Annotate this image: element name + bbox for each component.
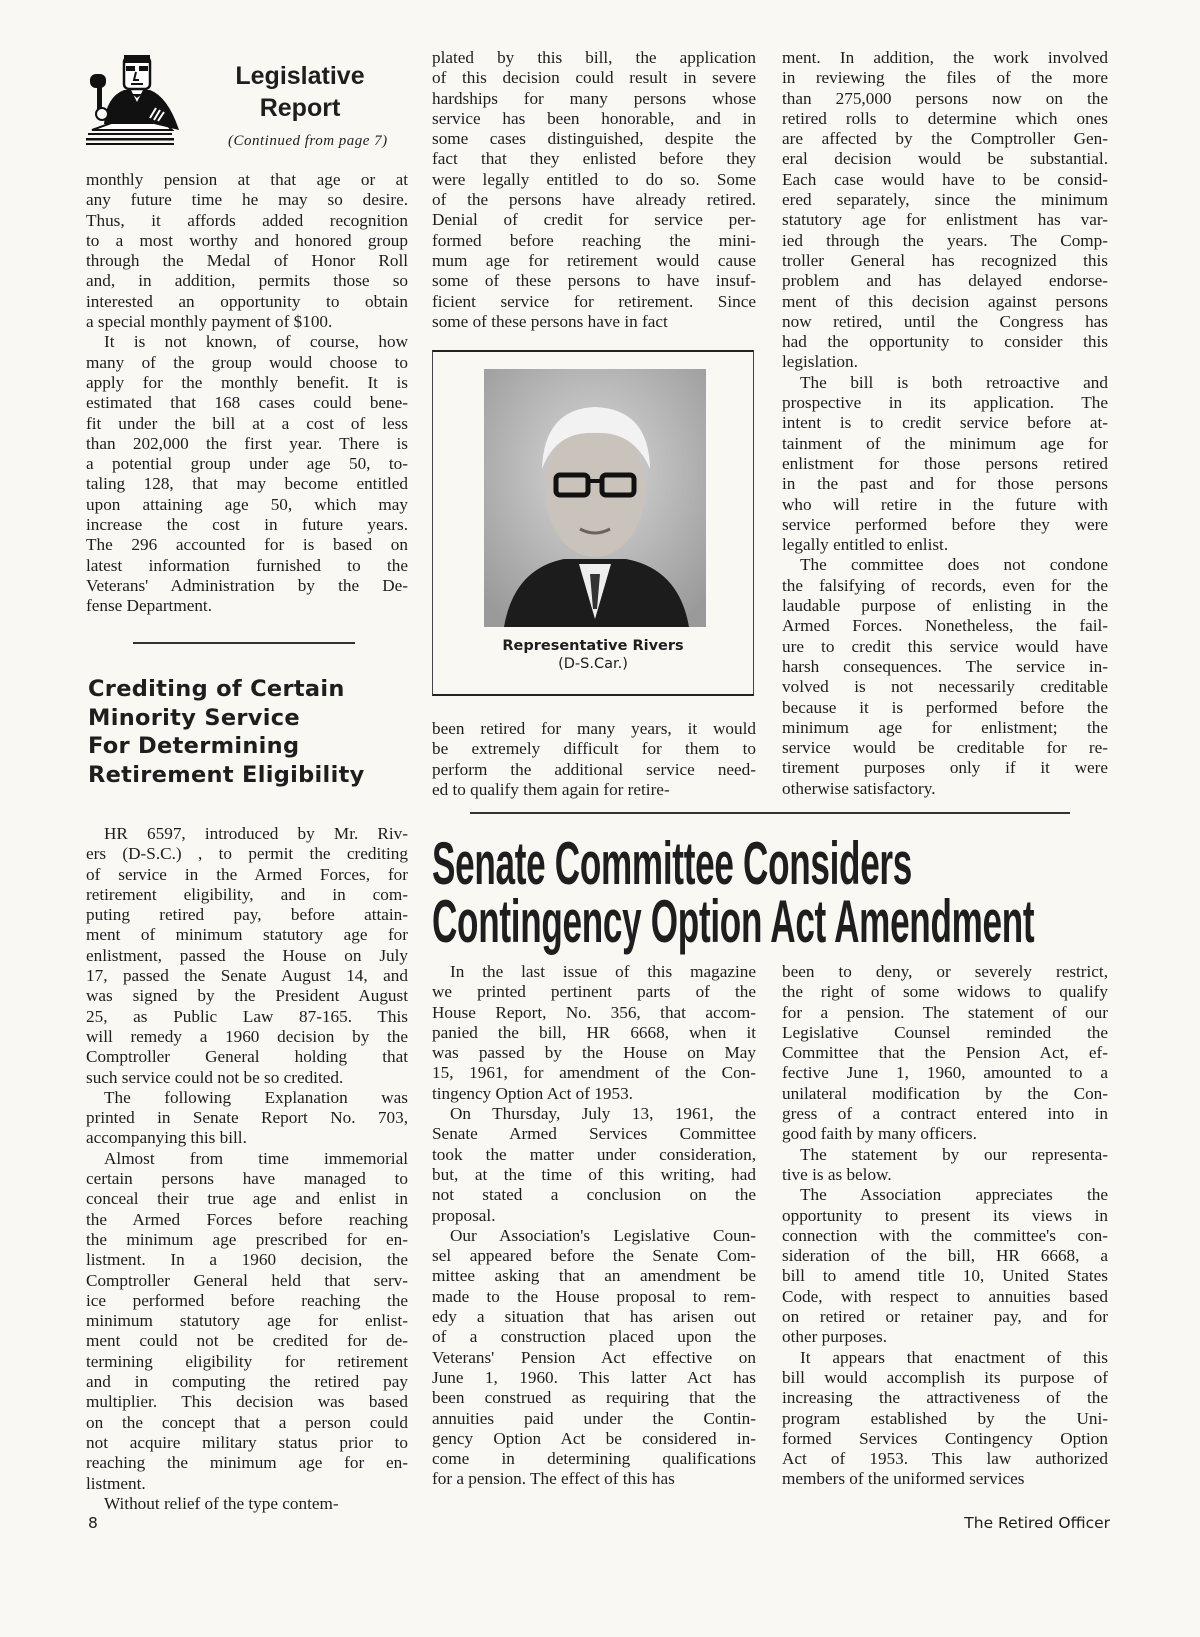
text-line: good faith by many officers.: [782, 1124, 977, 1144]
text-line: panied the bill, HR 6668, when it: [432, 1022, 756, 1042]
text-line: ficient service for retirement. Since: [432, 291, 756, 311]
text-line: on the concept that a person could: [86, 1412, 408, 1432]
text-line: gress of a contract entered into in: [782, 1104, 1108, 1124]
page-number: 8: [88, 1514, 98, 1532]
article-text-column: [432, 48, 756, 332]
article-text-column: [782, 48, 1108, 799]
text-line: on retired or retainer pay, and for: [782, 1307, 1108, 1327]
text-line: ment of minimum statutory age for: [86, 925, 408, 945]
text-line: been construed as requiring that the: [432, 1388, 756, 1408]
article-text-column: [86, 170, 408, 617]
text-line: because it is performed before the: [782, 697, 1108, 717]
text-line: in reviewing the files of the more: [782, 68, 1108, 88]
text-line: for a pension. The effect of this has: [432, 1469, 675, 1489]
text-line: a special monthly payment of $100.: [86, 312, 333, 332]
text-line: come in determining qualifications: [432, 1449, 756, 1469]
text-line: ice performed before reaching the: [86, 1290, 408, 1310]
paragraph: [782, 555, 1108, 799]
text-line: ers (D-S.C.) , to permit the crediting: [86, 844, 408, 864]
text-line: who will retire in the future with: [782, 494, 1108, 514]
text-line: The Association appreciates the: [800, 1185, 1108, 1205]
text-line: problem and has delayed endorse-: [782, 271, 1108, 291]
text-line: was signed by the President August: [86, 986, 408, 1006]
text-line: Almost from time immemorial: [104, 1148, 408, 1168]
text-line: Without relief of the type contem-: [104, 1493, 339, 1513]
text-line: ment could not be credited for de-: [86, 1331, 408, 1351]
text-line: gency Option Act be considered in-: [432, 1428, 756, 1448]
text-line: monthly pension at that age or at: [86, 170, 408, 189]
text-line: for a pension. The statement of our: [782, 1002, 1108, 1022]
paragraph: [432, 962, 756, 1104]
text-line: Act of 1953. This law authorized: [782, 1449, 1108, 1469]
text-line: Our Association's Legislative Coun-: [450, 1225, 756, 1245]
text-line: It is not known, of course, how: [104, 332, 408, 352]
portrait-photo: [484, 369, 706, 627]
text-line: program established by the Uni-: [782, 1408, 1108, 1428]
text-line: tingency Option Act of 1953.: [432, 1083, 633, 1103]
text-line: made to the House proposal to rem-: [432, 1286, 756, 1306]
text-line: tive is as below.: [782, 1164, 892, 1184]
text-line: Armed Forces. Nonetheless, the fail-: [782, 616, 1108, 636]
text-line: of this decision could result in severe: [432, 68, 756, 88]
paragraph: [432, 1226, 756, 1490]
text-line: now retired, until the Congress has: [782, 311, 1108, 331]
text-line: any future time he may so desire.: [86, 190, 408, 210]
text-line: reaching the minimum age for en-: [86, 1453, 408, 1473]
judge-with-gavel-icon: [84, 52, 194, 152]
text-line: are affected by the Comptroller Gen-: [782, 129, 1108, 149]
text-line: through the Medal of Honor Roll: [86, 251, 408, 271]
text-line: service would be creditable for re-: [782, 738, 1108, 758]
paragraph: [86, 1149, 408, 1494]
paragraph: [432, 1104, 756, 1226]
text-line: latest information furnished to the: [86, 555, 408, 575]
text-line: had the opportunity to consider this: [782, 332, 1108, 352]
text-line: of the persons have already retired.: [432, 190, 756, 210]
text-line: puting retired pay, before attain-: [86, 905, 408, 925]
text-line: multiplier. This decision was based: [86, 1392, 408, 1412]
text-line: connection with the committee's con-: [782, 1225, 1108, 1245]
text-line: fit under the bill at a cost of less: [86, 413, 408, 433]
headline-line1: Senate Committee Considers: [432, 830, 913, 897]
paragraph: [782, 1185, 1108, 1347]
text-line: interested an opportunity to obtain: [86, 291, 408, 311]
paragraph: [782, 1145, 1108, 1186]
paragraph: [782, 1348, 1108, 1490]
text-line: otherwise satisfactory.: [782, 778, 936, 798]
text-line: and, in addition, permits those so: [86, 271, 408, 291]
text-line: sideration of the bill, HR 6668, a: [782, 1246, 1108, 1266]
text-line: such service could not be so credited.: [86, 1067, 344, 1087]
text-line: than 202,000 the first year. There is: [86, 433, 408, 453]
text-line: not stated a conclusion on the: [432, 1185, 756, 1205]
text-line: unilateral modification by the Con-: [782, 1083, 1108, 1103]
text-line: service has been honorable, and in: [432, 108, 756, 128]
text-line: bill would accomplish its purpose of: [782, 1367, 1108, 1387]
text-line: 15, 1961, for amendment of the Con-: [432, 1063, 756, 1083]
article-text-column: [782, 962, 1108, 1490]
text-line: formed Services Contingency Option: [782, 1428, 1108, 1448]
paragraph: [86, 1494, 408, 1514]
text-line: formed before reaching the mini-: [432, 230, 756, 250]
continued-note: (Continued from page 7): [228, 133, 388, 149]
text-line: of service in the Armed Forces, for: [86, 864, 408, 884]
text-line: other purposes.: [782, 1327, 888, 1347]
text-line: than 275,000 persons now on the: [782, 88, 1108, 108]
text-line: a potential group under age 50, to-: [86, 454, 408, 474]
text-line: proposal.: [432, 1205, 496, 1225]
text-line: estimated that 168 cases could bene-: [86, 393, 408, 413]
article-text-column: [86, 824, 408, 1514]
text-line: legally entitled to enlist.: [782, 535, 949, 555]
text-line: termining eligibility for retirement: [86, 1351, 408, 1371]
text-line: Senate Armed Services Committee: [432, 1124, 756, 1144]
text-line: minimum age for enlistment; the: [782, 717, 1108, 737]
paragraph: [86, 170, 408, 332]
text-line: On Thursday, July 13, 1961, the: [450, 1104, 756, 1124]
text-line: retired rolls to determine which ones: [782, 108, 1108, 128]
text-line: Code, with respect to annuities based: [782, 1286, 1108, 1306]
text-line: perform the additional service need-: [432, 759, 756, 779]
text-line: ment of this decision against persons: [782, 291, 1108, 311]
text-line: tainment of the minimum age for: [782, 433, 1108, 453]
text-line: annuities paid under the Contin-: [432, 1408, 756, 1428]
text-line: listment.: [86, 1473, 146, 1493]
text-line: harsh consequences. The service in-: [782, 656, 1108, 676]
text-line: members of the uniformed services: [782, 1469, 1025, 1489]
photo-figure: [432, 350, 754, 696]
text-line: the Armed Forces before reaching: [86, 1209, 408, 1229]
text-line: statutory age for enlistment has var-: [782, 210, 1108, 230]
text-line: Thus, it affords added recognition: [86, 210, 408, 230]
text-line: Legislative Counsel reminded the: [782, 1022, 1108, 1042]
text-line: volved is not necessarily creditable: [782, 677, 1108, 697]
text-line: in the past and for those persons: [782, 474, 1108, 494]
text-line: many of the group would choose to: [86, 352, 408, 372]
text-line: In the last issue of this magazine: [450, 962, 756, 981]
heading-line: Crediting of Certain: [88, 676, 345, 702]
text-line: The bill is both retroactive and: [800, 372, 1108, 392]
text-line: laudable purpose of enlisting in the: [782, 596, 1108, 616]
text-line: The 296 accounted for is based on: [86, 535, 408, 555]
section-title-line2: Report: [259, 94, 341, 122]
text-line: Comptroller General held that serv-: [86, 1270, 408, 1290]
paragraph: [86, 824, 408, 1088]
text-line: enlistment, passed the House on July: [86, 945, 408, 965]
text-line: Committee that the Pension Act, ef-: [782, 1043, 1108, 1063]
text-line: retirement eligibility, and in com-: [86, 884, 408, 904]
headline-line2: Contingency Option Act Amendment: [432, 888, 1035, 955]
text-line: Veterans' Administration by the De-: [86, 575, 408, 595]
text-line: plated by this bill, the application: [432, 48, 756, 67]
paragraph: [432, 48, 756, 332]
text-line: 17, passed the Senate August 14, and: [86, 966, 408, 986]
text-line: The committee does not condone: [800, 555, 1108, 575]
text-line: fact that they enlisted before they: [432, 149, 756, 169]
text-line: Each case would have to be consid-: [782, 169, 1108, 189]
text-line: Comptroller General holding that: [86, 1047, 408, 1067]
publication-name: The Retired Officer: [964, 1514, 1110, 1532]
text-line: troller General has recognized this: [782, 250, 1108, 270]
text-line: were legally entitled to do so. Some: [432, 169, 756, 189]
text-line: listment. In a 1960 decision, the: [86, 1250, 408, 1270]
text-line: fective June 1, 1960, amounted to a: [782, 1063, 1108, 1083]
paragraph: [782, 373, 1108, 556]
text-line: hardships for many persons whose: [432, 88, 756, 108]
text-line: conceal their true age and enlist in: [86, 1189, 408, 1209]
text-line: apply for the monthly benefit. It is: [86, 372, 408, 392]
text-line: been to deny, or severely restrict,: [782, 962, 1108, 981]
text-line: some cases distinguished, despite the: [432, 129, 756, 149]
section-title-line1: Legislative: [235, 62, 365, 90]
paragraph: [432, 719, 756, 800]
text-line: The statement by our representa-: [800, 1144, 1108, 1164]
text-line: some of these persons have in fact: [432, 311, 668, 331]
text-line: prospective in its application. The: [782, 393, 1108, 413]
text-line: It appears that enactment of this: [800, 1347, 1108, 1367]
text-line: took the matter under consideration,: [432, 1144, 756, 1164]
text-line: legislation.: [782, 352, 858, 372]
heading-line: For Determining: [88, 733, 300, 759]
text-line: The following Explanation was: [104, 1087, 408, 1107]
paragraph: [86, 332, 408, 616]
text-line: fense Department.: [86, 596, 212, 616]
text-line: the minimum age prescribed for en-: [86, 1229, 408, 1249]
text-line: we printed pertinent parts of the: [432, 982, 756, 1002]
article-text-column: [432, 719, 756, 800]
paragraph: [782, 962, 1108, 1145]
text-line: tirement purposes only if it were: [782, 758, 1108, 778]
text-line: will remedy a 1960 decision by the: [86, 1026, 408, 1046]
text-line: intent is to credit service before at-: [782, 413, 1108, 433]
text-line: bill to amend title 10, United States: [782, 1266, 1108, 1286]
text-line: mum age for retirement would cause: [432, 250, 756, 270]
text-line: mittee asking that an amendment be: [432, 1266, 756, 1286]
text-line: to a most worthy and honored group: [86, 230, 408, 250]
text-line: not acquire military status prior to: [86, 1432, 408, 1452]
text-line: HR 6597, introduced by Mr. Riv-: [104, 824, 408, 843]
text-line: was passed by the House on May: [432, 1043, 756, 1063]
text-line: eral decision would be substantial.: [782, 149, 1108, 169]
text-line: ied through the years. The Comp-: [782, 230, 1108, 250]
text-line: House Report, No. 356, that accom-: [432, 1002, 756, 1022]
text-line: ure to credit this service would have: [782, 636, 1108, 656]
text-line: and in computing the retired pay: [86, 1372, 408, 1392]
text-line: printed in Senate Report No. 703,: [86, 1108, 408, 1128]
text-line: accompanying this bill.: [86, 1128, 247, 1148]
article-heading: [88, 675, 365, 789]
text-line: Denial of credit for service per-: [432, 210, 756, 230]
text-line: be extremely difficult for them to: [432, 739, 756, 759]
text-line: the right of some widows to qualify: [782, 982, 1108, 1002]
text-line: increasing the attractiveness of the: [782, 1388, 1108, 1408]
text-line: ed to qualify them again for retire-: [432, 779, 670, 799]
text-line: minimum statutory age for enlist-: [86, 1311, 408, 1331]
text-line: edy a situation that has arisen out: [432, 1307, 756, 1327]
text-line: been retired for many years, it would: [432, 719, 756, 738]
text-line: service performed before they were: [782, 514, 1108, 534]
text-line: upon attaining age 50, which may: [86, 494, 408, 514]
text-line: some of these persons to have insuf-: [432, 271, 756, 291]
heading-line: Retirement Eligibility: [88, 761, 365, 788]
heading-line: Minority Service: [88, 704, 300, 731]
divider: [470, 812, 1070, 814]
text-line: June 1, 1960. This latter Act has: [432, 1367, 756, 1387]
text-line: certain persons have managed to: [86, 1169, 408, 1189]
text-line: taling 128, that may become entitled: [86, 474, 408, 494]
text-line: but, at the time of this writing, had: [432, 1164, 756, 1184]
text-line: sel appeared before the Senate Com-: [432, 1246, 756, 1266]
text-line: 25, as Public Law 87-165. This: [86, 1006, 408, 1026]
photo-caption-party: (D-S.Car.): [558, 656, 628, 672]
paragraph: [86, 1088, 408, 1149]
article-text-column: [432, 962, 756, 1490]
text-line: ered separately, since the minimum: [782, 190, 1108, 210]
text-line: opportunity to present its views in: [782, 1205, 1108, 1225]
photo-caption-name: Representative Rivers: [502, 638, 684, 654]
divider: [133, 642, 355, 644]
text-line: increase the cost in future years.: [86, 515, 408, 535]
paragraph: [782, 48, 1108, 373]
text-line: ment. In addition, the work involved: [782, 48, 1108, 67]
text-line: Veterans' Pension Act effective on: [432, 1347, 756, 1367]
text-line: the falsifying of records, even for the: [782, 575, 1108, 595]
text-line: of a construction placed upon the: [432, 1327, 756, 1347]
text-line: enlistment for those persons retired: [782, 453, 1108, 473]
